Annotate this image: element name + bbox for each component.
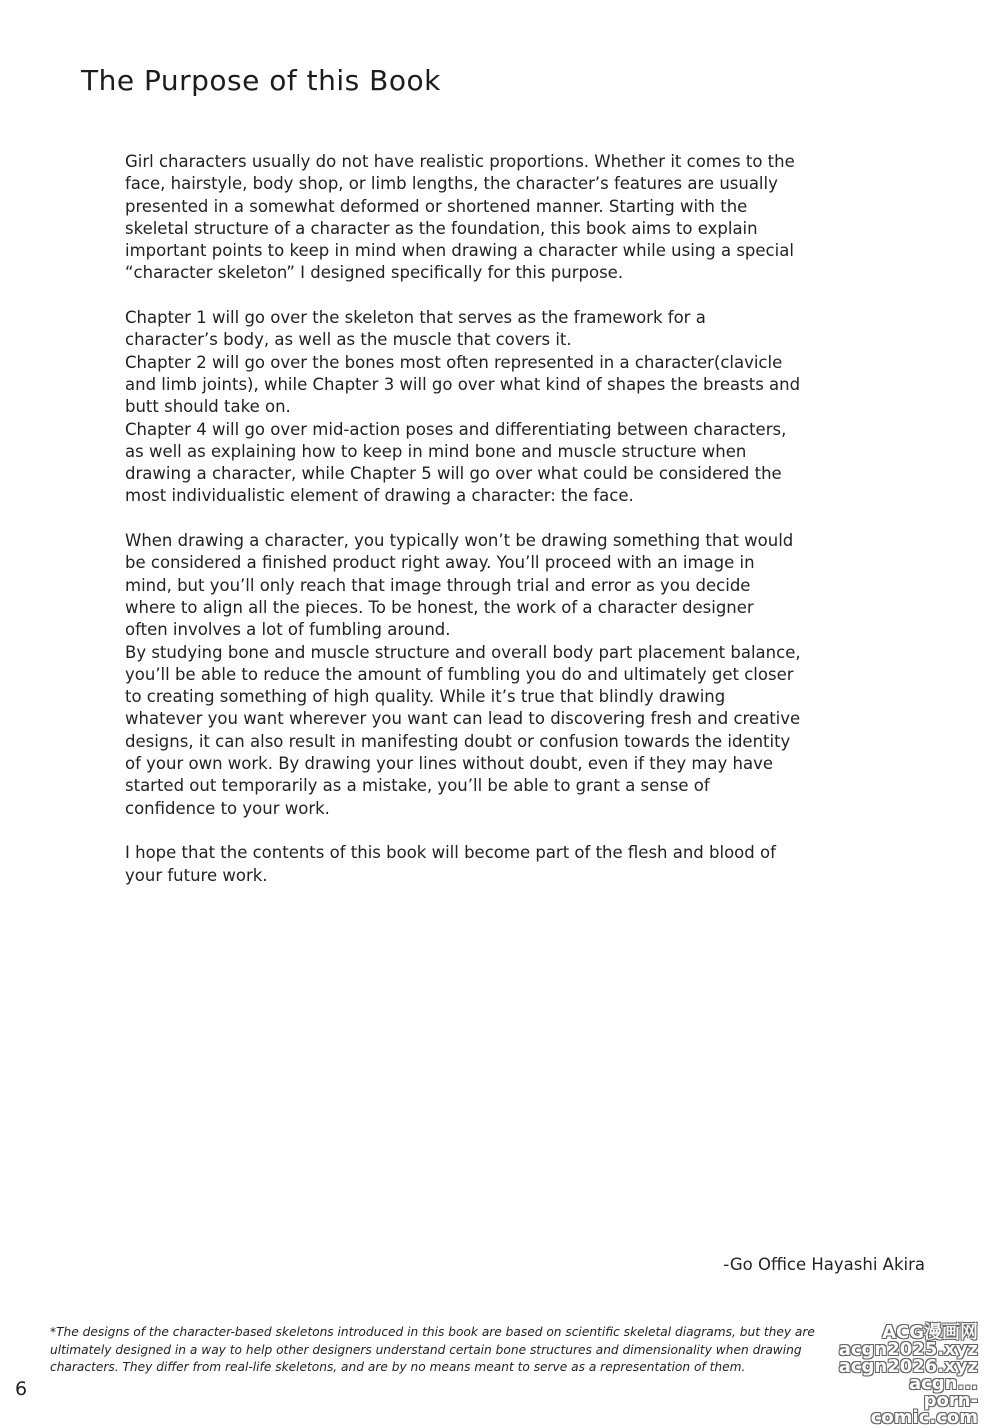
- paragraph-intro: Girl characters usually do not have realistic proportions. Whether it comes to the face, hairstyle, body shop, or limb lengths, the character’s features are usually presented in a somewhat deformed or shortened manner. Starting with the skeletal structure of a character as the foundation, this book aims to explain important points to keep in mind when drawing a character while using a special “character skeleton” I designed specifically for this purpose.: [125, 152, 795, 283]
- watermark-line: acgn2025.xyz: [838, 1339, 978, 1360]
- watermark-line: acgn...: [908, 1373, 978, 1394]
- watermark-line: ACG漫画网: [882, 1322, 978, 1343]
- watermark: [828, 1324, 978, 1426]
- author-signature: -Go Office Hayashi Akira: [723, 1255, 925, 1274]
- paragraph-chapters: Chapter 1 will go over the skeleton that serves as the framework for a character’s body, as well as the muscle that covers it. Chapter 2 will go over the bones most often represented in a character(clavicle and limb joints), while Chapter 3 will go over what kind of shapes the breasts and butt should take on. Chapter 4 will go over mid-action poses and differentiating between characters, as well as explaining how to keep in mind bone and muscle structure when drawing a character, while Chapter 5 will go over what could be considered the most individualistic element of drawing a character: the face.: [125, 308, 801, 506]
- paragraph-closing: I hope that the contents of this book will become part of the flesh and blood of your future work.: [125, 843, 776, 885]
- page-title: The Purpose of this Book: [81, 64, 441, 97]
- watermark-line: acgn2026.xyz: [838, 1356, 978, 1377]
- watermark-line: porn-comic.com: [870, 1390, 978, 1428]
- body-text: [125, 151, 895, 909]
- paragraph-process: When drawing a character, you typically won’t be drawing something that would be considered a finished product right away. You’ll proceed with an image in mind, but you’ll only reach that image through trial and error as you decide where to align all the pieces. To be honest, the work of a character designer often involves a lot of fumbling around. By studying bone and muscle structure and overall body part placement balance, you’ll be able to reduce the amount of fumbling you do and ultimately get closer to creating something of high quality. While it’s true that blindly drawing whatever you want wherever you want can lead to discovering fresh and creative designs, it can also result in manifesting doubt or confusion towards the identity of your own work. By drawing your lines without doubt, even if they may have started out temporarily as a mistake, you’ll be able to grant a sense of confidence to your work.: [125, 531, 801, 818]
- footnote: *The designs of the character-based skeletons introduced in this book are based on scientific skeletal diagrams, but they are ultimately designed in a way to help other designers understand certain bone structures and dimensionality when drawing characters. They differ from real-life skeletons, and are by no means meant to serve as a representation of them.: [50, 1325, 815, 1374]
- page-number: 6: [15, 1378, 28, 1400]
